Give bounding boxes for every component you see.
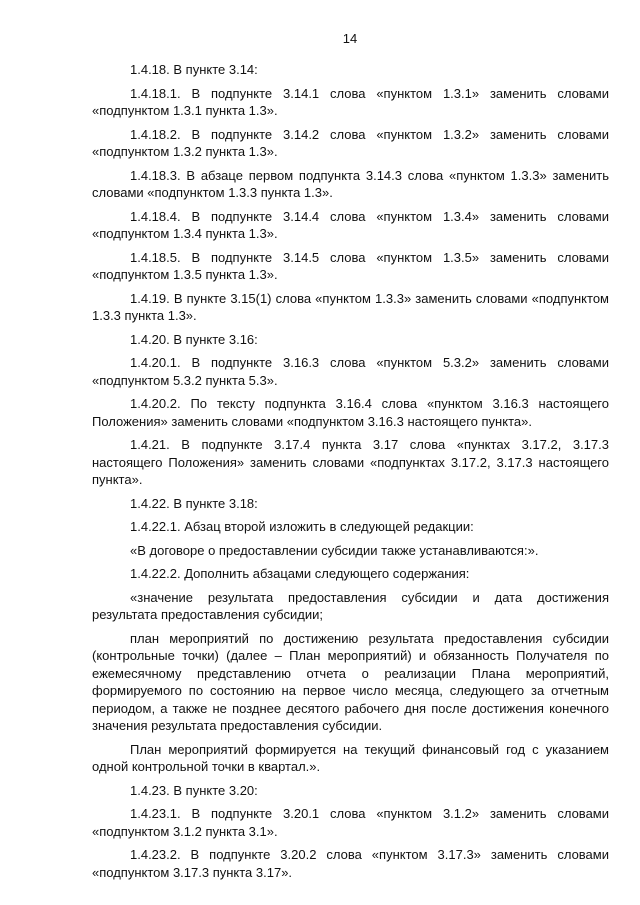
paragraph-1-4-23-2: 1.4.23.2. В подпункте 3.20.2 слова «пунктом 3.17.3» заменить словами «подпунктом 3.17.3 пункта 3.17». bbox=[92, 847, 609, 880]
paragraph-1-4-19: 1.4.19. В пункте 3.15(1) слова «пунктом 1.3.3» заменить словами «подпунктом 1.3.3 пункта 1.3». bbox=[92, 290, 609, 323]
paragraph-1-4-21: 1.4.21. В подпункте 3.17.4 пункта 3.17 слова «пунктах 3.17.2, 3.17.3 настоящего Положения» заменить словами «подпунктах 3.17.2, 3.17.3 настоящего пункта». bbox=[92, 437, 609, 487]
page-number: 14 bbox=[342, 31, 358, 46]
paragraph-1-4-23-1: 1.4.23.1. В подпункте 3.20.1 слова «пунктом 3.1.2» заменить словами «подпунктом 3.1.2 пункта 3.1». bbox=[92, 806, 609, 839]
paragraph-1-4-22: 1.4.22. В пункте 3.18: bbox=[130, 495, 258, 511]
paragraph-1-4-18-4: 1.4.18.4. В подпункте 3.14.4 слова «пунктом 1.3.4» заменить словами «подпунктом 1.3.4 пункта 1.3». bbox=[92, 208, 609, 241]
paragraph-quote-result-value: «значение результата предоставления субсидии и дата достижения результата предоставления субсидии; bbox=[92, 589, 609, 622]
paragraph-1-4-23: 1.4.23. В пункте 3.20: bbox=[130, 782, 258, 798]
document-body bbox=[92, 61, 609, 887]
paragraph-1-4-18-5: 1.4.18.5. В подпункте 3.14.5 слова «пунктом 1.3.5» заменить словами «подпунктом 1.3.5 пункта 1.3». bbox=[92, 249, 609, 282]
paragraph-1-4-18-3: 1.4.18.3. В абзаце первом подпункта 3.14.3 слова «пунктом 1.3.3» заменить словами «подпунктом 1.3.3 пункта 1.3». bbox=[92, 167, 609, 200]
paragraph-1-4-18-2: 1.4.18.2. В подпункте 3.14.2 слова «пунктом 1.3.2» заменить словами «подпунктом 1.3.2 пункта 1.3». bbox=[92, 126, 609, 159]
paragraph-1-4-22-2: 1.4.22.2. Дополнить абзацами следующего содержания: bbox=[130, 566, 470, 581]
paragraph-1-4-22-1: 1.4.22.1. Абзац второй изложить в следующей редакции: bbox=[130, 519, 474, 534]
paragraph-1-4-18-1: 1.4.18.1. В подпункте 3.14.1 слова «пунктом 1.3.1» заменить словами «подпунктом 1.3.1 пункта 1.3». bbox=[92, 85, 609, 118]
paragraph-1-4-18: 1.4.18. В пункте 3.14: bbox=[130, 62, 258, 77]
paragraph-1-4-20: 1.4.20. В пункте 3.16: bbox=[130, 331, 258, 347]
paragraph-quote-contract: «В договоре о предоставлении субсидии также устанавливаются:». bbox=[130, 542, 539, 558]
paragraph-1-4-20-2: 1.4.20.2. По тексту подпункта 3.16.4 слова «пунктом 3.16.3 настоящего Положения» заменить словами «подпунктом 3.16.3 настоящего пункта». bbox=[92, 396, 609, 429]
paragraph-1-4-20-1: 1.4.20.1. В подпункте 3.16.3 слова «пунктом 5.3.2» заменить словами «подпунктом 5.3.2 пункта 5.3». bbox=[92, 355, 609, 388]
paragraph-quote-action-plan: план мероприятий по достижению результата предоставления субсидии (контрольные точки) (далее – План мероприятий) и обязанность Получателя по ежемесячному представлению отчета о реализации Плана мероприятий, формируемого по состоянию на первое число месяца, следующего за отчетным периодом, а также не позднее десятого рабочего дня после достижения конечного значения результата предоставления субсидии. bbox=[92, 630, 609, 733]
paragraph-quote-plan-formation: План мероприятий формируется на текущий финансовый год с указанием одной контрольной точки в квартал.». bbox=[92, 741, 609, 774]
